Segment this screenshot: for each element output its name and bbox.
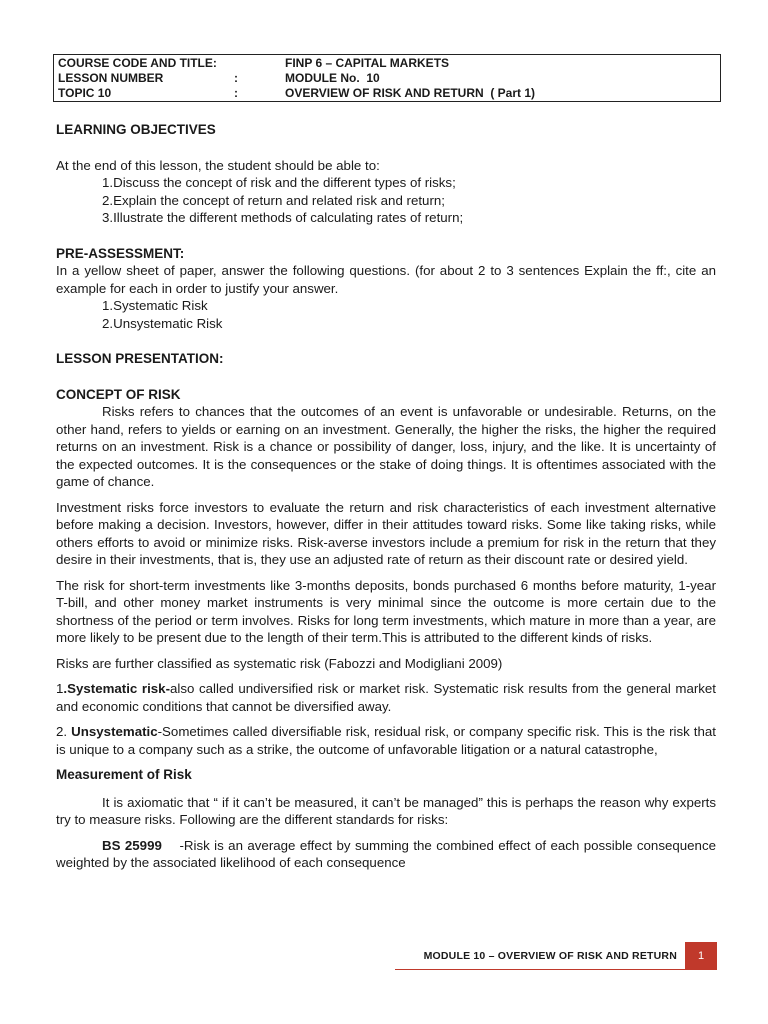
footer-title: MODULE 10 – OVERVIEW OF RISK AND RETURN <box>423 950 677 962</box>
course-row <box>58 56 720 71</box>
topic-row <box>58 86 720 101</box>
systematic-risk-paragraph <box>56 680 716 715</box>
systematic-number: 1 <box>56 681 64 696</box>
objective-item: 1.Discuss the concept of risk and the different types of risks; <box>102 175 456 190</box>
bs25999-text: -Risk is an average effect by summing the combined effect of each possible consequence weighted by the associated likelihood of each consequence <box>56 837 720 870</box>
preassessment-item: 2.Unsystematic Risk <box>102 315 223 331</box>
concept-paragraph-3: The risk for short-term investments like 3-months deposits, bonds purchased 6 months before maturity, 1-year T-bill, and other money market instruments is very minimal since the outcome is more certain due to the shortness of the period or term involves. Risks for long term investments, which mature in more than a year, are more likely to be present due to the length of their term.This is attributed to the different kinds of risks. <box>56 577 716 645</box>
unsystematic-term: Unsystematic <box>71 724 158 739</box>
course-info-box <box>53 54 721 102</box>
lesson-colon: : <box>234 71 238 85</box>
systematic-term: .Systematic risk- <box>63 681 171 696</box>
measurement-paragraph: It is axiomatic that “ if it can’t be measured, it can’t be managed” this is perhaps the reason why experts try to measure risks. Following are the different standards for risks: <box>56 794 716 827</box>
objectives-intro: At the end of this lesson, the student should be able to: <box>56 157 380 173</box>
bs25999-paragraph <box>56 837 720 872</box>
preassessment-list <box>56 297 716 332</box>
page-footer <box>395 942 717 970</box>
objectives-heading: LEARNING OBJECTIVES <box>56 122 216 137</box>
lesson-row <box>58 71 720 86</box>
objective-item: 3.Illustrate the different methods of calculating rates of return; <box>102 210 464 225</box>
preassessment-item: 1.Systematic Risk <box>102 298 208 313</box>
lesson-label: LESSON NUMBER <box>58 71 164 85</box>
unsystematic-text: -Sometimes called diversifiable risk, residual risk, or company specific risk. This is the risk that is unique to a company such as a strike, the outcome of unfavorable litigation or a natural catastrophe, <box>56 724 716 757</box>
bs25999-term: BS 25999 <box>102 837 162 853</box>
page-number-badge: 1 <box>685 942 717 970</box>
systematic-text: also called undiversified risk or market risk. Systematic risk results from the general market and economic conditions that cannot be diversified away. <box>56 681 717 714</box>
preassessment-text: In a yellow sheet of paper, answer the following questions. (for about 2 to 3 sentences Explain the ff:, cite an example for each in order to justify your answer. <box>56 263 716 296</box>
document-body <box>56 121 720 872</box>
preassessment-heading: PRE-ASSESSMENT: <box>56 245 185 261</box>
topic-label: TOPIC 10 <box>58 86 112 100</box>
course-value: FINP 6 – CAPITAL MARKETS <box>285 56 450 70</box>
unsystematic-risk-paragraph <box>56 723 716 758</box>
topic-value: OVERVIEW OF RISK AND RETURN ( Part 1) <box>285 86 536 100</box>
concept-paragraph-1: Risks refers to chances that the outcomes of an event is unfavorable or undesirable. Returns, on the other hand, refers to yields or earning on an investment. Generally, the higher the risks, the higher the required returns on an investment. Risk is a chance or possibility of danger, loss, injury, and the like. It is uncertainty of the expected outcomes. It is the consequences or the stake of doing things. It is oftentimes associated with the game of chance. <box>56 404 716 489</box>
measurement-heading: Measurement of Risk <box>56 767 192 782</box>
concept-paragraph-2: Investment risks force investors to evaluate the return and risk characteristics of each investment alternative before making a decision. Investors, however, differ in their attitudes toward risks. Some like taking risks, while others efforts to avoid or minimize risks. Risk-averse investors include a premium for risk in the return that they desire in their investments, that is, they use an adjusted rate of return as their discount rate or desired yield. <box>56 499 716 567</box>
course-label: COURSE CODE AND TITLE: <box>58 56 217 70</box>
objective-item: 2.Explain the concept of return and related risk and return; <box>102 192 445 208</box>
objectives-list <box>56 174 716 227</box>
lesson-value: MODULE No. 10 <box>285 71 380 85</box>
course-colon <box>234 56 285 71</box>
unsystematic-number: 2. <box>56 724 72 739</box>
concept-heading: CONCEPT OF RISK <box>56 386 181 402</box>
topic-colon: : <box>234 86 238 100</box>
concept-paragraph-4: Risks are further classified as systematic risk (Fabozzi and Modigliani 2009) <box>56 655 503 671</box>
lesson-presentation-heading: LESSON PRESENTATION: <box>56 351 224 366</box>
